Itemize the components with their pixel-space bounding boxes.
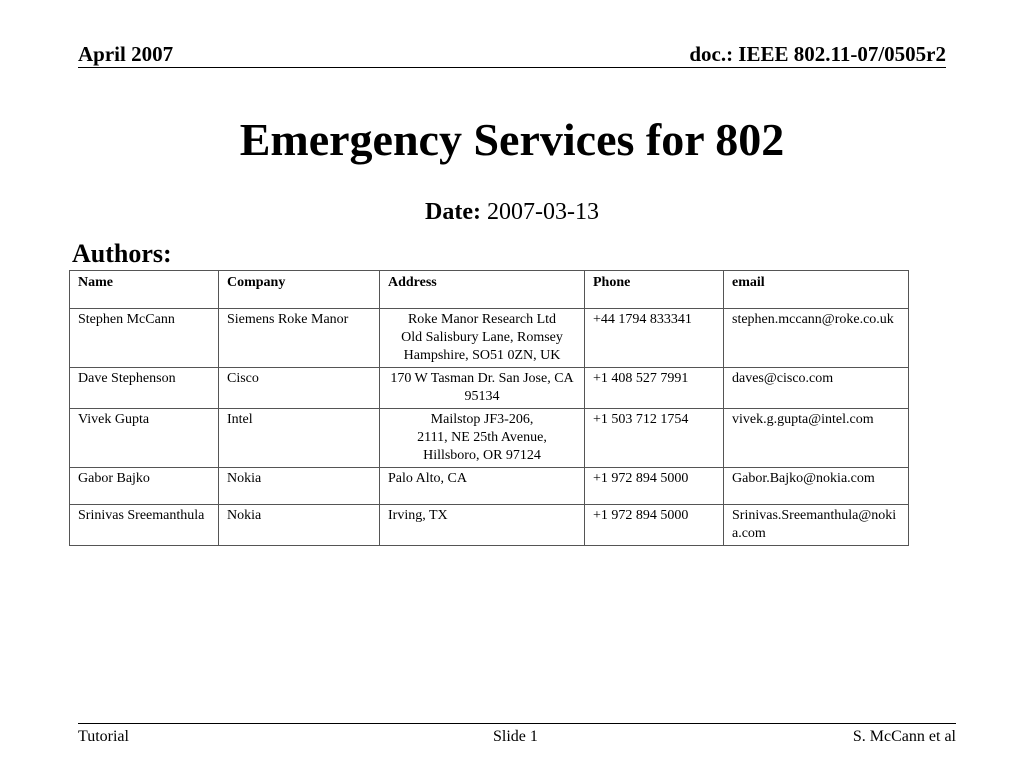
address-line: Mailstop JF3-206,: [430, 412, 534, 427]
footer-author: S. McCann et al: [852, 728, 956, 745]
table-row: [70, 409, 909, 468]
column-header-phone: Phone: [585, 271, 724, 309]
author-name: Vivek Gupta: [70, 409, 219, 468]
author-name: Stephen McCann: [70, 309, 219, 368]
address-line: Irving, TX: [388, 508, 448, 523]
column-header-address: Address: [380, 271, 585, 309]
header-rule: [78, 67, 946, 68]
footer-rule: [78, 723, 956, 724]
author-email: Gabor.Bajko@nokia.com: [724, 468, 909, 505]
table-header-row: [70, 271, 909, 309]
address-line: Palo Alto, CA: [388, 471, 467, 486]
author-name: Gabor Bajko: [70, 468, 219, 505]
author-email: Srinivas.Sreemanthula@nokia.com: [724, 505, 909, 546]
date-line: [0, 199, 1024, 226]
slide-title: Emergency Services for 802: [239, 114, 785, 165]
authors-heading: Authors:: [72, 239, 172, 268]
header-doc-id: doc.: IEEE 802.11-07/0505r2: [689, 42, 946, 66]
table-row: [70, 468, 909, 505]
footer-left: Tutorial: [78, 728, 129, 745]
header-date: April 2007: [78, 42, 174, 66]
date-label: Date:: [425, 199, 481, 225]
author-phone: +1 503 712 1754: [585, 409, 724, 468]
author-address: [380, 505, 585, 546]
author-company: Nokia: [219, 468, 380, 505]
address-line: Old Salisbury Lane, Romsey: [401, 330, 563, 345]
address-line: Hillsboro, OR 97124: [423, 448, 541, 463]
authors-table: [69, 270, 909, 546]
address-line: 2111, NE 25th Avenue,: [417, 430, 547, 445]
table-row: [70, 368, 909, 409]
author-company: Cisco: [219, 368, 380, 409]
table-row: [70, 309, 909, 368]
column-header-email: email: [724, 271, 909, 309]
author-address: [380, 409, 585, 468]
address-line: Roke Manor Research Ltd: [407, 312, 557, 327]
slide-number: Slide 1: [493, 728, 538, 745]
address-line: Hampshire, SO51 0ZN, UK: [403, 348, 561, 363]
author-address: [380, 368, 585, 409]
author-phone: +44 1794 833341: [585, 309, 724, 368]
column-header-name: Name: [70, 271, 219, 309]
author-phone: +1 408 527 7991: [585, 368, 724, 409]
date-value: 2007-03-13: [486, 199, 599, 225]
author-phone: +1 972 894 5000: [585, 468, 724, 505]
author-phone: +1 972 894 5000: [585, 505, 724, 546]
author-company: Siemens Roke Manor: [219, 309, 380, 368]
author-address: [380, 468, 585, 505]
author-email: vivek.g.gupta@intel.com: [724, 409, 909, 468]
author-name: Dave Stephenson: [70, 368, 219, 409]
author-email: stephen.mccann@roke.co.uk: [724, 309, 909, 368]
author-company: Nokia: [219, 505, 380, 546]
author-address: [380, 309, 585, 368]
author-name: Srinivas Sreemanthula: [70, 505, 219, 546]
author-company: Intel: [219, 409, 380, 468]
address-line: 170 W Tasman Dr. San Jose, CA 95134: [390, 371, 574, 404]
column-header-company: Company: [219, 271, 380, 309]
author-email: daves@cisco.com: [724, 368, 909, 409]
table-row: [70, 505, 909, 546]
